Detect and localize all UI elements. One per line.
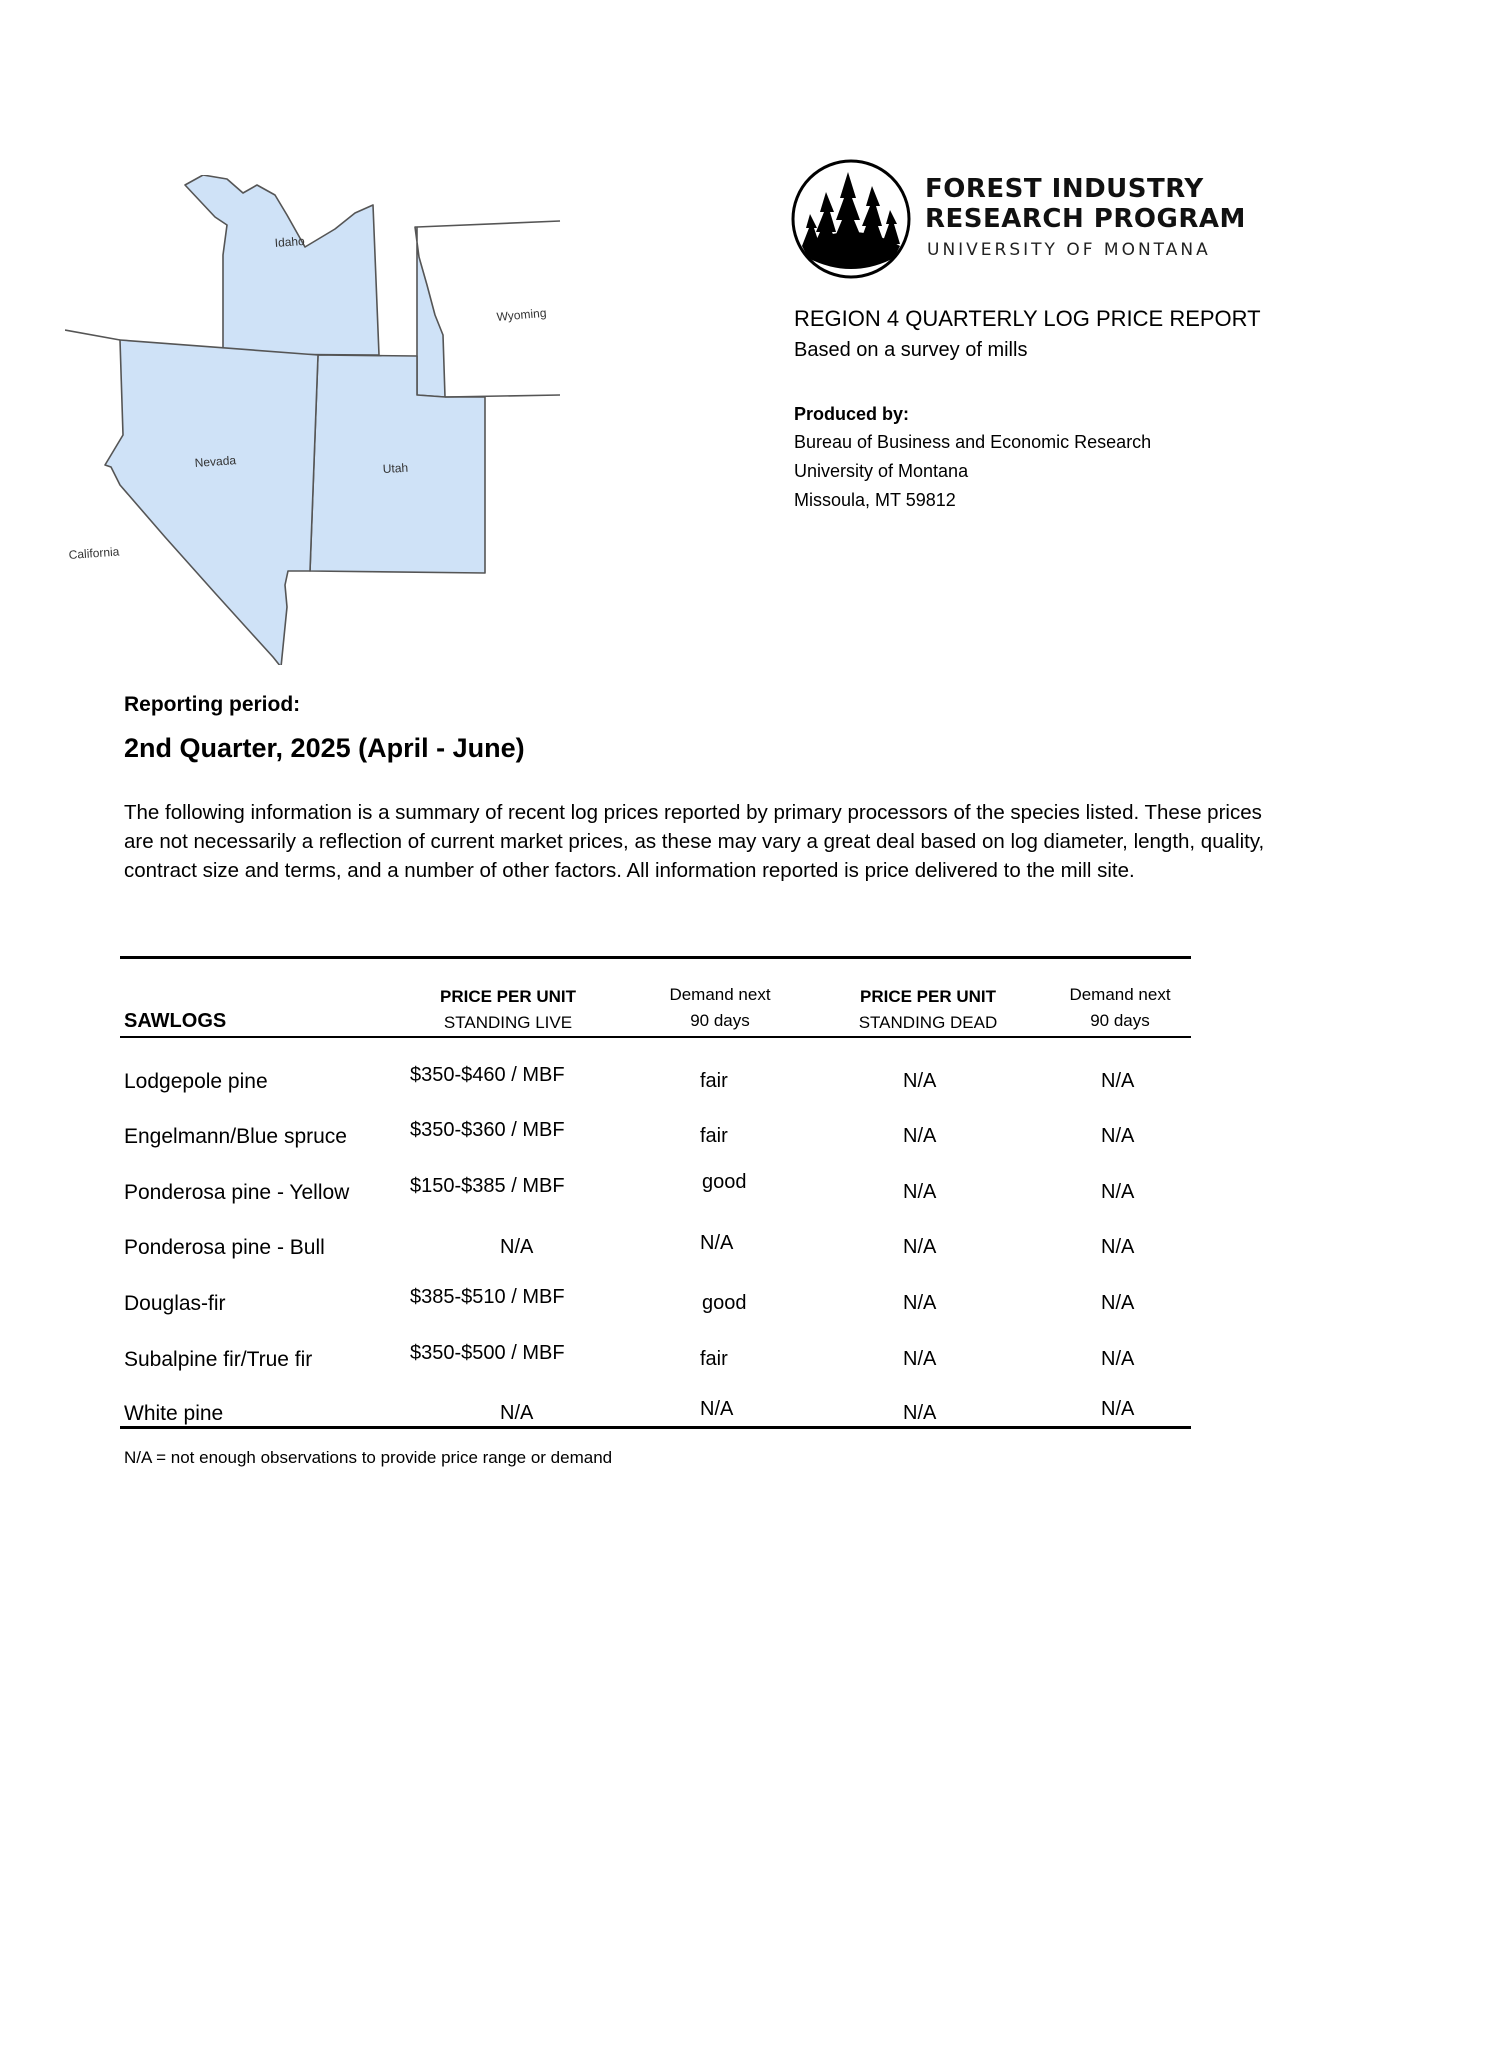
- header-sawlogs: SAWLOGS: [124, 1010, 227, 1032]
- demand-dead-cell: N/A: [1101, 1398, 1135, 1420]
- price-live-cell: $350-$460 / MBF: [410, 1064, 565, 1086]
- header-price-dead-line2: STANDING DEAD: [858, 1013, 998, 1032]
- program-logo: [790, 158, 1270, 284]
- table-footnote: N/A = not enough observations to provide price range or demand: [124, 1448, 613, 1467]
- price-live-cell: $350-$500 / MBF: [410, 1342, 565, 1364]
- wyoming-south-border: [445, 395, 560, 397]
- header-demand-line1: Demand next: [669, 985, 771, 1004]
- idaho-shape: [185, 175, 379, 355]
- logo-title-line2: RESEARCH PROGRAM: [925, 204, 1246, 234]
- label-utah: Utah: [382, 460, 409, 476]
- table-row: [0, 1115, 1505, 1155]
- demand-dead-cell: N/A: [1101, 1125, 1135, 1147]
- table-row: [0, 1171, 1505, 1211]
- table-row: [0, 1338, 1505, 1378]
- demand-cell: fair: [700, 1125, 728, 1147]
- producer-name: Bureau of Business and Economic Research: [794, 432, 1152, 452]
- table-row: [0, 1226, 1505, 1266]
- species-cell: Lodgepole pine: [124, 1070, 268, 1093]
- price-dead-cell: N/A: [903, 1292, 937, 1314]
- label-idaho: Idaho: [274, 233, 306, 250]
- header-price-live-line1: PRICE PER UNIT: [439, 987, 577, 1006]
- demand-cell: good: [702, 1292, 747, 1314]
- demand-cell: N/A: [700, 1232, 734, 1254]
- price-dead-cell: N/A: [903, 1125, 937, 1147]
- header-price-standing-dead: [828, 984, 1028, 1036]
- header-price-dead-line1: PRICE PER UNIT: [859, 987, 997, 1006]
- species-cell: Ponderosa pine - Bull: [124, 1236, 325, 1259]
- price-live-cell: $150-$385 / MBF: [410, 1175, 565, 1197]
- price-dead-cell: N/A: [903, 1181, 937, 1203]
- price-live-cell: $385-$510 / MBF: [410, 1286, 565, 1308]
- reporting-period-label: Reporting period:: [124, 693, 301, 716]
- report-subtitle: Based on a survey of mills: [794, 339, 1028, 361]
- price-dead-cell: N/A: [903, 1348, 937, 1370]
- table-top-rule: [120, 956, 1191, 959]
- logo-university: UNIVERSITY OF MONTANA: [927, 240, 1211, 260]
- demand-cell: N/A: [700, 1398, 734, 1420]
- demand-dead-cell: N/A: [1101, 1236, 1135, 1258]
- price-live-cell: $350-$360 / MBF: [410, 1119, 565, 1141]
- producer-city: Missoula, MT 59812: [794, 490, 956, 510]
- region-map: [65, 175, 565, 665]
- table-row: [0, 1282, 1505, 1322]
- demand-dead-cell: N/A: [1101, 1181, 1135, 1203]
- price-live-cell: N/A: [500, 1236, 534, 1258]
- price-dead-cell: N/A: [903, 1236, 937, 1258]
- demand-cell: fair: [700, 1070, 728, 1092]
- species-cell: Engelmann/Blue spruce: [124, 1125, 347, 1148]
- wyoming-border: [417, 221, 560, 227]
- nevada-shape: [105, 340, 318, 665]
- label-wyoming: Wyoming: [496, 305, 547, 324]
- producer-university: University of Montana: [794, 461, 969, 481]
- demand-dead-cell: N/A: [1101, 1070, 1135, 1092]
- logo-title-line1: FOREST INDUSTRY: [925, 174, 1204, 204]
- species-cell: White pine: [124, 1402, 224, 1425]
- header-demand-live: [640, 982, 800, 1034]
- price-dead-cell: N/A: [903, 1070, 937, 1092]
- header-price-live-line2: STANDING LIVE: [443, 1013, 573, 1032]
- demand-cell: good: [702, 1171, 747, 1193]
- report-title: REGION 4 QUARTERLY LOG PRICE REPORT: [794, 306, 1261, 331]
- intro-paragraph: The following information is a summary of recent log prices reported by primary processors of the species listed. These prices are not necessarily a reflection of current market prices, as these may vary a great deal based on log diameter, length, quality, contract size and terms, and a number of other factors. All information reported is price delivered to the mill site.: [124, 801, 1265, 882]
- demand-dead-cell: N/A: [1101, 1292, 1135, 1314]
- header-demand-line2: 90 days: [690, 1011, 750, 1030]
- wyoming-shape: [415, 227, 445, 397]
- table-bottom-rule: [120, 1426, 1191, 1429]
- header-demand-dead-line2: 90 days: [1090, 1011, 1150, 1030]
- price-live-cell: N/A: [500, 1402, 534, 1424]
- species-cell: Ponderosa pine - Yellow: [124, 1181, 350, 1204]
- reporting-period-value: 2nd Quarter, 2025 (April - June): [124, 733, 525, 763]
- produced-by-label: Produced by:: [794, 404, 910, 424]
- demand-cell: fair: [700, 1348, 728, 1370]
- nevada-ca-border: [65, 330, 120, 340]
- forest-circle-icon: [790, 158, 912, 280]
- table-row: [0, 1060, 1505, 1100]
- label-california: California: [68, 544, 120, 562]
- table-header-rule: [120, 1036, 1191, 1038]
- price-dead-cell: N/A: [903, 1402, 937, 1424]
- label-nevada: Nevada: [194, 453, 237, 470]
- header-demand-dead: [1040, 982, 1200, 1034]
- header-price-standing-live: [408, 984, 608, 1036]
- header-demand-dead-line1: Demand next: [1069, 985, 1171, 1004]
- demand-dead-cell: N/A: [1101, 1348, 1135, 1370]
- species-cell: Subalpine fir/True fir: [124, 1348, 313, 1371]
- species-cell: Douglas-fir: [124, 1292, 226, 1315]
